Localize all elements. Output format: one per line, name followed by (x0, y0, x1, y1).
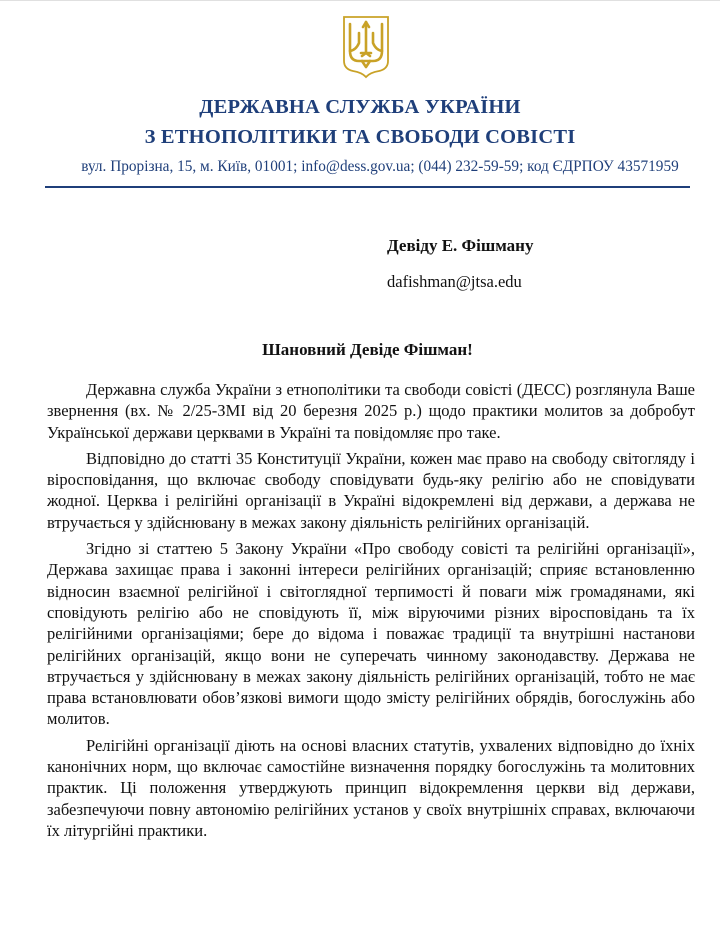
body-paragraph-2: Відповідно до статті 35 Конституції України, кожен має право на свободу світогляду і віросповідання, що включає свободу сповідувати будь-яку релігію або не сповідувати жодної. Церква і релігійні організації в Україні відокремлені від держави, а держава не втручається у здійснювану в межах закону діяльність релігійних організацій. (47, 448, 695, 532)
body-paragraph-1: Державна служба України з етнополітики та свободи совісті (ДЕСС) розглянула Ваше звернення (вх. № 2/25-ЗМІ від 20 березня 2025 р.) щодо практики молитов за добробут Української держави церквами в Україні та повідомляє про таке. (47, 380, 695, 442)
body-paragraph-3: Згідно зі статтею 5 Закону України «Про свободу совісті та релігійні організації», Держава захищає права і законні інтереси релігійних організацій; сприяє встановленню відносин взаємної релігійної і світоглядної терпимості й поваги між громадянами, які сповідують релігію або не сповідують її, між віруючими різних віросповідань та їх релігійними організаціями; бере до відома і поважає традиції та внутрішні настанови релігійних організацій, якщо вони не суперечать чинному законодавству. Держава не втручається у здійснювану в межах закону діяльність релігійних організацій, тобто не має права встановлювати обов’язкові вимоги щодо змісту релігійних обрядів, богослужінь або молитов. (47, 539, 695, 729)
trident-icon (341, 15, 391, 79)
recipient-email: dafishman@jtsa.edu (387, 272, 522, 291)
top-border (0, 0, 720, 1)
organization-name-line-2: З ЕТНОПОЛІТИКИ ТА СВОБОДИ СОВІСТІ (144, 126, 576, 148)
salutation: Шановний Девіде Фішман! (262, 340, 473, 359)
body-paragraph-4: Релігійні організації діють на основі власних статутів, ухвалених відповідно до їхніх канонічних норм, що включає самостійне визначення порядку богослужінь та молитовних практик. Ці положення утверджують принцип відокремлення церкви від держави, забезпечуючи повну автономію релігійних установ у своїх внутрішніх справах, включаючи їх літургійні практики. (47, 735, 695, 840)
letter-body (47, 379, 695, 846)
organization-address: вул. Прорізна, 15, м. Київ, 01001; info@dess.gov.ua; (044) 232-59-59; код ЄДРПОУ 43571959 (81, 158, 679, 175)
letterhead-divider (45, 186, 690, 188)
recipient-name: Девіду Е. Фішману (387, 236, 534, 255)
organization-name-line-1: ДЕРЖАВНА СЛУЖБА УКРАЇНИ (199, 96, 521, 118)
